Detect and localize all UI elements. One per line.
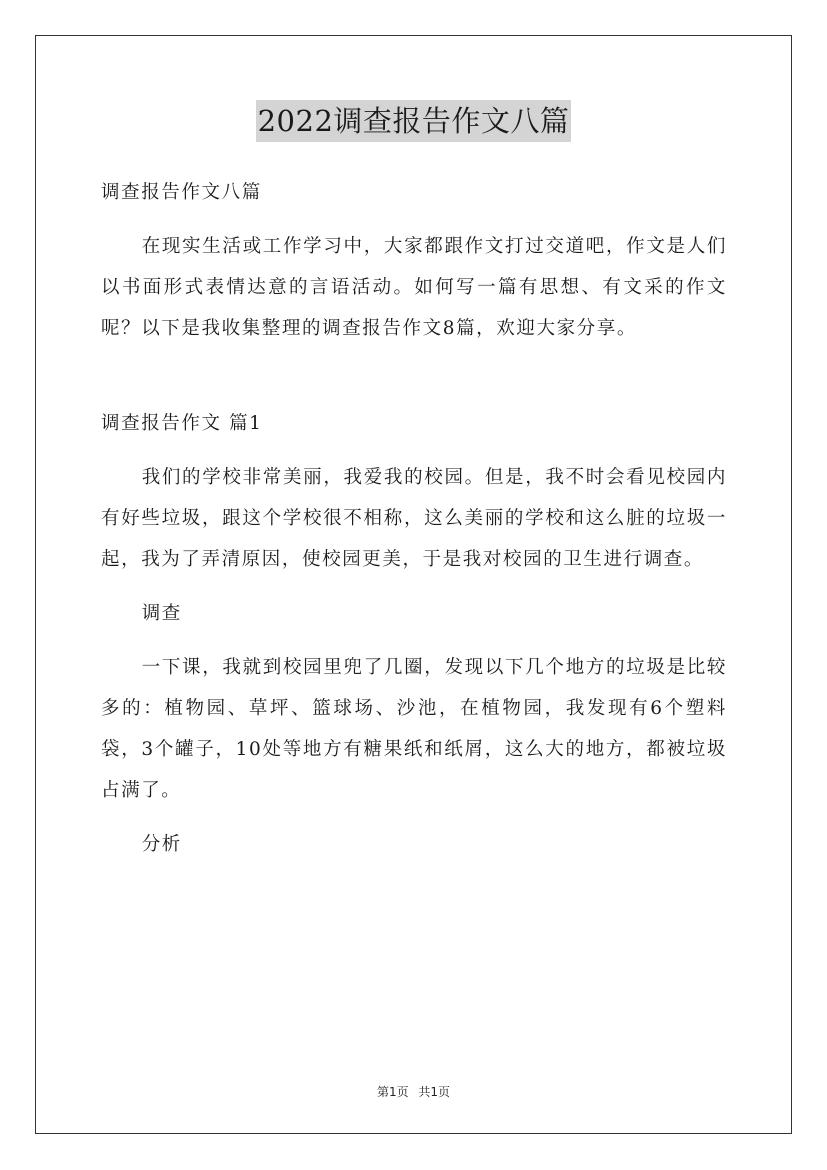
title-container <box>0 100 827 142</box>
section-paragraph-survey: 一下课，我就到校园里兜了几圈，发现以下几个地方的垃圾是比较多的：植物园、草坪、篮球场、沙池，在植物园，我发现有6个塑料袋，3个罐子，10处等地方有糖果纸和纸屑，这么大的地方，都被垃圾占满了。 <box>101 657 727 801</box>
subheading-analysis: 分析 <box>141 834 182 855</box>
page-number: 第1页 <box>376 1085 409 1099</box>
section-heading: 调查报告作文 篇1 <box>101 413 263 434</box>
document-title: 2022调查报告作文八篇 <box>256 100 572 142</box>
intro-heading: 调查报告作文八篇 <box>101 182 262 203</box>
intro-paragraph: 在现实生活或工作学习中，大家都跟作文打过交道吧，作文是人们以书面形式表情达意的言语活动。如何写一篇有思想、有文采的作文呢？以下是我收集整理的调查报告作文8篇，欢迎大家分享。 <box>101 236 727 339</box>
page-total: 共1页 <box>418 1085 451 1099</box>
subheading-survey: 调查 <box>141 603 182 624</box>
section-paragraph: 我们的学校非常美丽，我爱我的校园。但是，我不时会看见校园内有好些垃圾，跟这个学校很不相称，这么美丽的学校和这么脏的垃圾一起，我为了弄清原因，使校园更美，于是我对校园的卫生进行调查。 <box>101 467 727 570</box>
document-body <box>101 172 727 865</box>
page-footer <box>0 1083 827 1100</box>
